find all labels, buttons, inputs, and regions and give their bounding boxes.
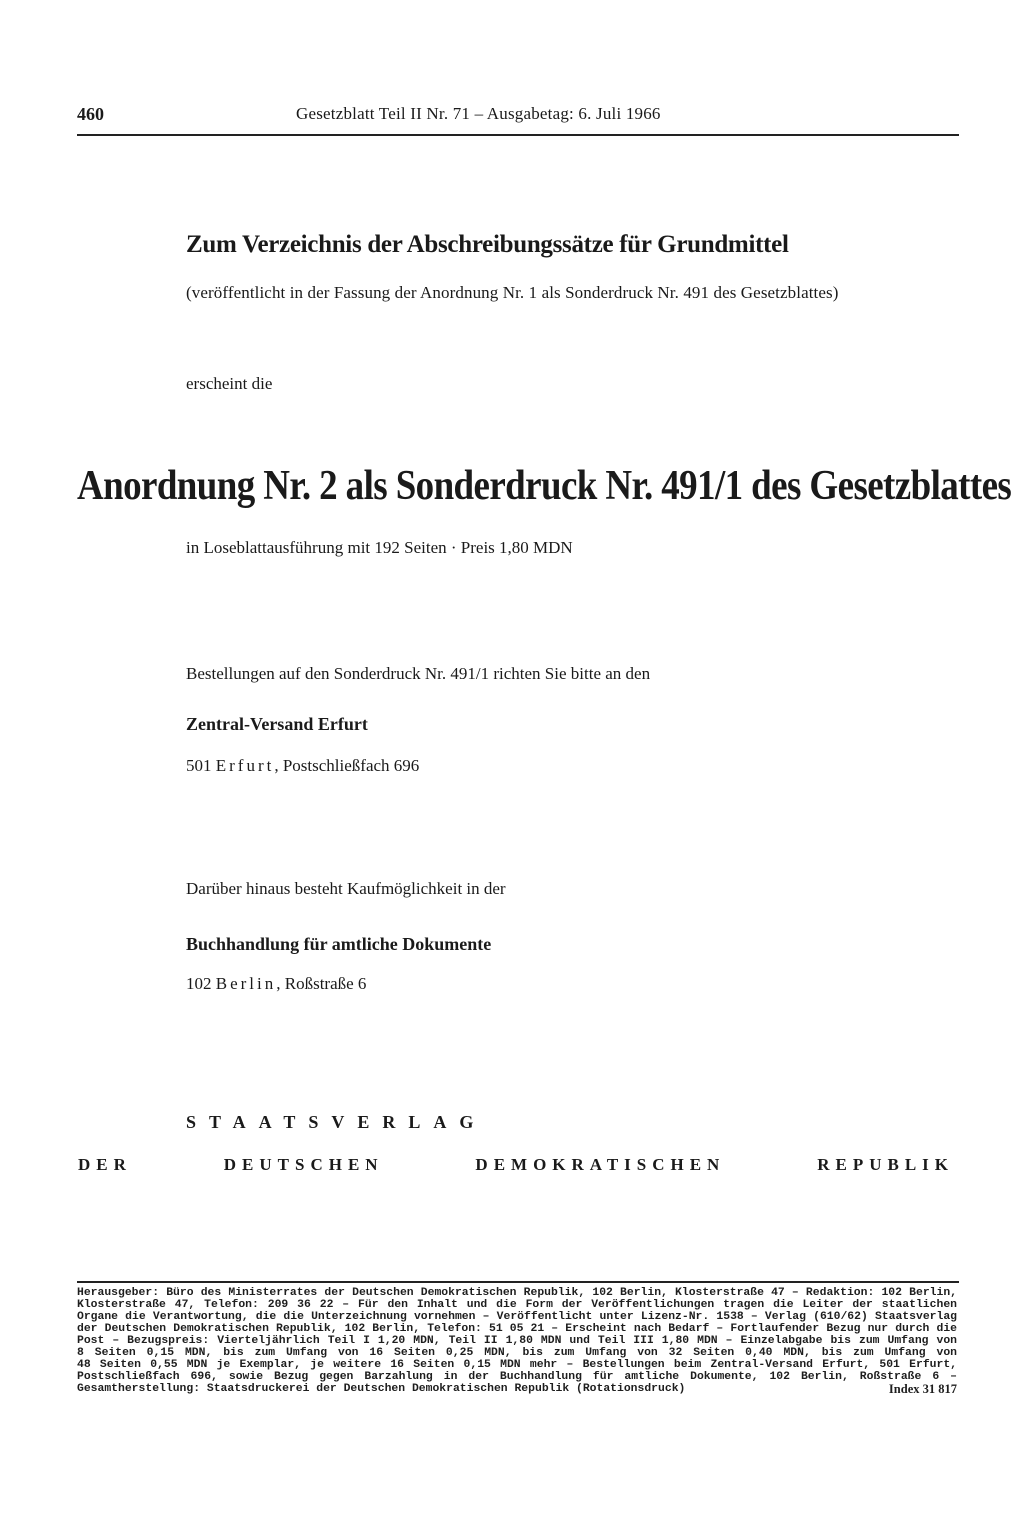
imprint-line: 48 Seiten 0,55 MDN je Exemplar, je weitere 16 Seiten 0,15 MDN mehr – Bestellungen beim Zentral-Versand Erfurt, 501 Erfurt, <box>77 1359 957 1371</box>
purchase-instruction: Darüber hinaus besteht Kaufmöglichkeit in der <box>186 879 506 898</box>
distributor-address-rest: , Postschließfach 696 <box>274 756 420 775</box>
announcement-title: Zum Verzeichnis der Abschreibungssätze für Grundmittel <box>186 231 789 258</box>
distributor-postcode: 501 <box>186 756 212 775</box>
shop-city: Berlin <box>215 974 277 993</box>
appears-text: erscheint die <box>186 374 273 393</box>
page-number: 460 <box>77 104 104 124</box>
header-rule <box>77 134 959 136</box>
publisher-name-line1: STAATSVERLAG <box>186 1112 487 1132</box>
imprint-line: der Deutschen Demokratischen Republik, 102 Berlin, Telefon: 51 05 21 – Erscheint nach Bedarf – Fortlaufender Bezug nur durch die <box>77 1323 957 1335</box>
publication-details: in Loseblattausführung mit 192 Seiten · Preis 1,80 MDN <box>186 538 573 557</box>
shop-name: Buchhandlung für amtliche Dokumente <box>186 934 492 954</box>
publisher-name-line2: DER DEUTSCHEN DEMOKRATISCHEN REPUBLIK <box>78 1155 954 1174</box>
distributor-address <box>186 756 419 776</box>
shop-postcode: 102 <box>186 974 212 993</box>
imprint <box>77 1287 957 1395</box>
announcement-subtitle: (veröffentlicht in der Fassung der Anordnung Nr. 1 als Sonderdruck Nr. 491 des Gesetzblattes) <box>186 283 839 302</box>
distributor-name: Zentral-Versand Erfurt <box>186 714 368 734</box>
imprint-last-line <box>77 1383 957 1395</box>
imprint-rule <box>77 1281 959 1283</box>
imprint-line: Klosterstraße 47, Telefon: 209 36 22 – Für den Inhalt und die Form der Veröffentlichungen tragen die Leiter der staatlichen <box>77 1299 957 1311</box>
imprint-line: Post – Bezugspreis: Vierteljährlich Teil I 1,20 MDN, Teil II 1,80 MDN und Teil III 1,80 MDN – Einzelabgabe bis zum Umfang von <box>77 1335 957 1347</box>
imprint-production: Gesamtherstellung: Staatsdruckerei der Deutschen Demokratischen Republik (Rotationsdruck) <box>77 1383 686 1395</box>
shop-address-rest: , Roßstraße 6 <box>276 974 367 993</box>
order-instruction: Bestellungen auf den Sonderdruck Nr. 491/1 richten Sie bitte an den <box>186 664 651 683</box>
shop-address <box>186 974 366 994</box>
index-number: Index 31 817 <box>888 1382 957 1396</box>
imprint-line: Postschließfach 696, sowie Bezug gegen Barzahlung in der Buchhandlung für amtliche Dokumente, 102 Berlin, Roßstraße 6 – <box>77 1371 957 1383</box>
imprint-line: Herausgeber: Büro des Ministerrates der Deutschen Demokratischen Republik, 102 Berlin, Klosterstraße 47 – Redaktion: 102 Berlin, <box>77 1287 957 1299</box>
running-head: Gesetzblatt Teil II Nr. 71 – Ausgabetag: 6. Juli 1966 <box>296 104 661 123</box>
headline: Anordnung Nr. 2 als Sonderdruck Nr. 491/1 des Gesetzblattes <box>77 462 1012 510</box>
imprint-line: 8 Seiten 0,15 MDN, bis zum Umfang von 16 Seiten 0,25 MDN, bis zum Umfang von 32 Seiten 0,40 MDN, bis zum Umfang von <box>77 1347 957 1359</box>
distributor-city: Erfurt <box>215 756 275 775</box>
imprint-line: Organe die Verantwortung, die die Unterzeichnung vornehmen – Veröffentlicht unter Lizenz-Nr. 1538 – Verlag (610/62) Staatsverlag <box>77 1311 957 1323</box>
